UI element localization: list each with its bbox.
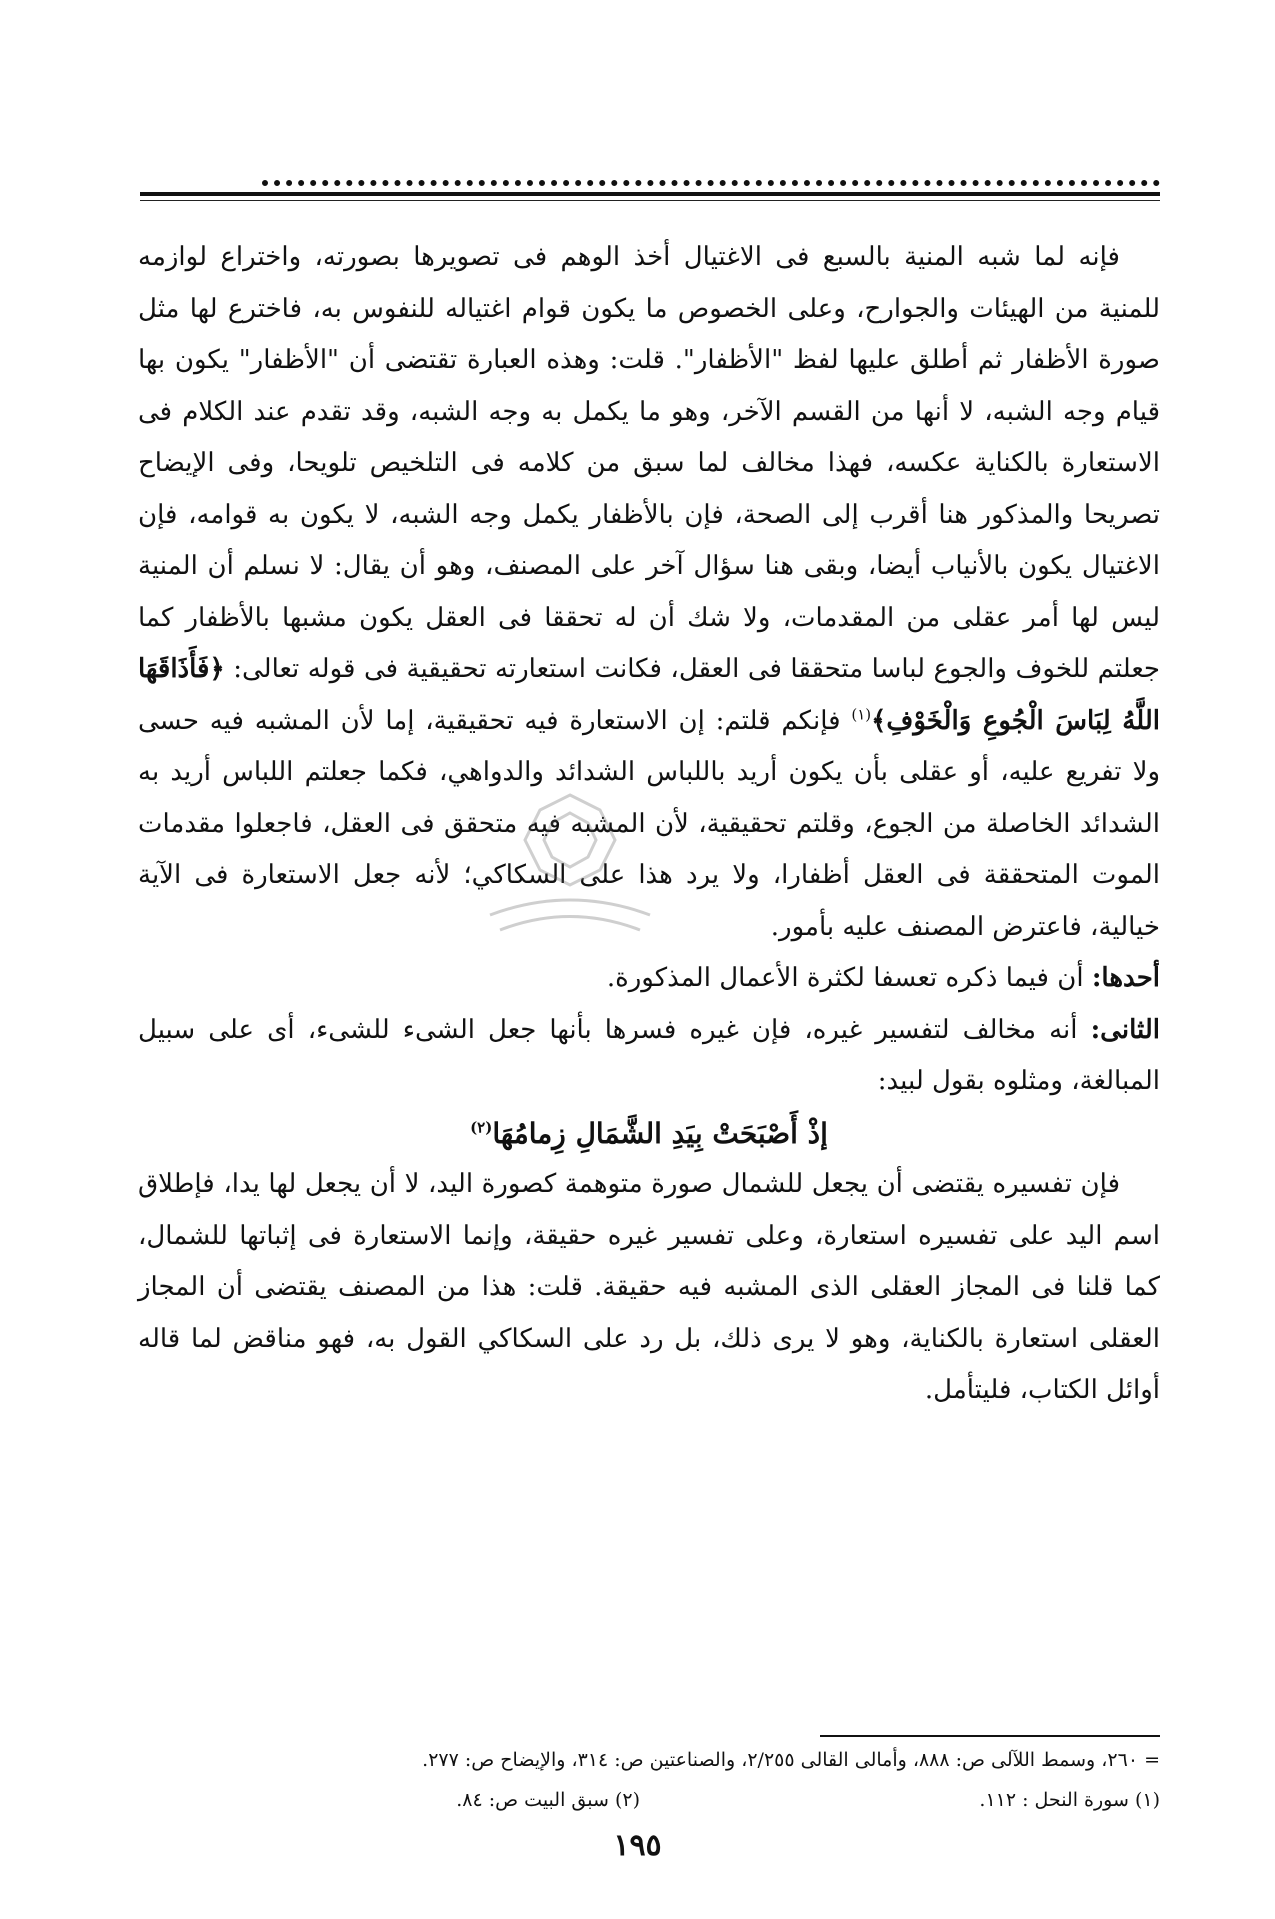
main-text [138,232,1160,1417]
footnote-ref-2: (٢) [470,1118,493,1137]
quran-quote: ﴿فَأَذَاقَهَا اللَّهُ لِبَاسَ الْجُوعِ وَالْخَوْفِ﴾ [138,654,1160,736]
verse-text: إذْ أَصْبَحَتْ بِيَدِ الشَّمَالِ زِمامُهَا [492,1116,828,1150]
header-dotted-rule [262,180,1160,192]
paragraph-1-part-2: فإنكم قلتم: إن الاستعارة فيه تحقيقية، إما لأن المشبه فيه حسى ولا تفريع عليه، أو عقلى بأن يكون أريد باللباس الشدائد والدواهي، فكما جعلتم اللباس أريد به الشدائد الخاصلة من الجوع، وقلتم تحقيقية، لأن المشبه فيه متحقق فى العقل، فاجعلوا مقدمات الموت المتحققة فى العقل أظفارا، ولا يرد هذا على السكاكي؛ لأنه جعل الاستعارة فى الآية خيالية، فاعترض المصنف عليه بأمور. [138,705,1160,942]
paragraph-first-objection [138,953,1160,1005]
first-objection-label: أحدها: [1091,963,1160,993]
poetry-verse [138,1108,1160,1160]
footnote-2: (٢) سبق البيت ص: ٨٤. [456,1789,640,1811]
second-objection-text: أنه مخالف لتفسير غيره، فإن غيره فسرها بأنها جعل الشىء للشىء، أى على سبيل المبالغة، ومثلوه بقول لبيد: [138,1014,1160,1096]
footnote-separator [820,1735,1160,1737]
footnote-continuation: = ٢٦٠، وسمط اللآلى ص: ٨٨٨، وأمالى القالى ٢/٢٥٥، والصناعتين ص: ٣١٤، والإيضاح ص: ٢٧٧. [422,1749,1160,1771]
page-number: ١٩٥ [613,1828,662,1863]
final-paragraph-text: فإن تفسيره يقتضى أن يجعل للشمال صورة متوهمة كصورة اليد، لا أن يجعل لها يدا، فإطلاق اسم اليد على تفسيره استعارة، وعلى تفسير غيره حقيقة، وإنما الاستعارة فى إثباتها للشمال، كما قلنا فى المجاز العقلى الذى المشبه فيه حقيقة. قلت: هذا من المصنف يقتضى أن المجاز العقلى استعارة بالكناية، وهو لا يرى ذلك، بل رد على السكاكي القول به، فهو مناقض لما قاله أوائل الكتاب، فليتأمل. [138,1169,1160,1405]
paragraph-1 [138,232,1160,953]
header-thick-rule [140,192,1160,196]
footnote-ref-1: (١) [851,704,872,723]
footnote-row [170,1780,1160,1820]
paragraph-final [138,1159,1160,1417]
second-objection-label: الثانى: [1090,1014,1160,1045]
footnote-1: (١) سورة النحل : ١١٢. [979,1789,1160,1811]
footnotes [170,1740,1160,1820]
paragraph-1-part-1: فإنه لما شبه المنية بالسبع فى الاغتيال أخذ الوهم فى تصويرها بصورته، واختراع لوازمه للمنية من الهيئات والجوارح، وعلى الخصوص ما يكون قوام اغتياله للنفوس به، فاخترع لها مثل صورة الأظفار ثم أطلق عليها لفظ "الأظفار". قلت: وهذه العبارة تقتضى أن "الأظفار" يكون بها قيام وجه الشبه، لا أنها من القسم الآخر، وهو ما يكمل به وجه الشبه، وقد تقدم عند الكلام فى الاستعارة بالكناية عكسه، فهذا مخالف لما سبق من كلامه فى التلخيص تلويحا، وفى الإيضاح تصريحا والمذكور هنا أقرب إلى الصحة، فإن بالأظفار يكمل وجه الشبه، لا يكون به قوامه، فإن الاغتيال يكون بالأنياب أيضا، وبقى هنا سؤال آخر على المصنف، وهو أن يقال: لا نسلم أن المنية ليس لها أمر عقلى من المقدمات، ولا شك أن له تحققا فى العقل يكون مشبها بالأظفار كما جعلتم للخوف والجوع لباسا متحققا فى العقل، فكانت استعارته تحقيقية فى قوله تعالى: [138,242,1160,684]
paragraph-second-objection [138,1005,1160,1108]
header-thin-rule [140,200,1160,201]
first-objection-text: أن فيما ذكره تعسفا لكثرة الأعمال المذكورة. [606,963,1092,993]
